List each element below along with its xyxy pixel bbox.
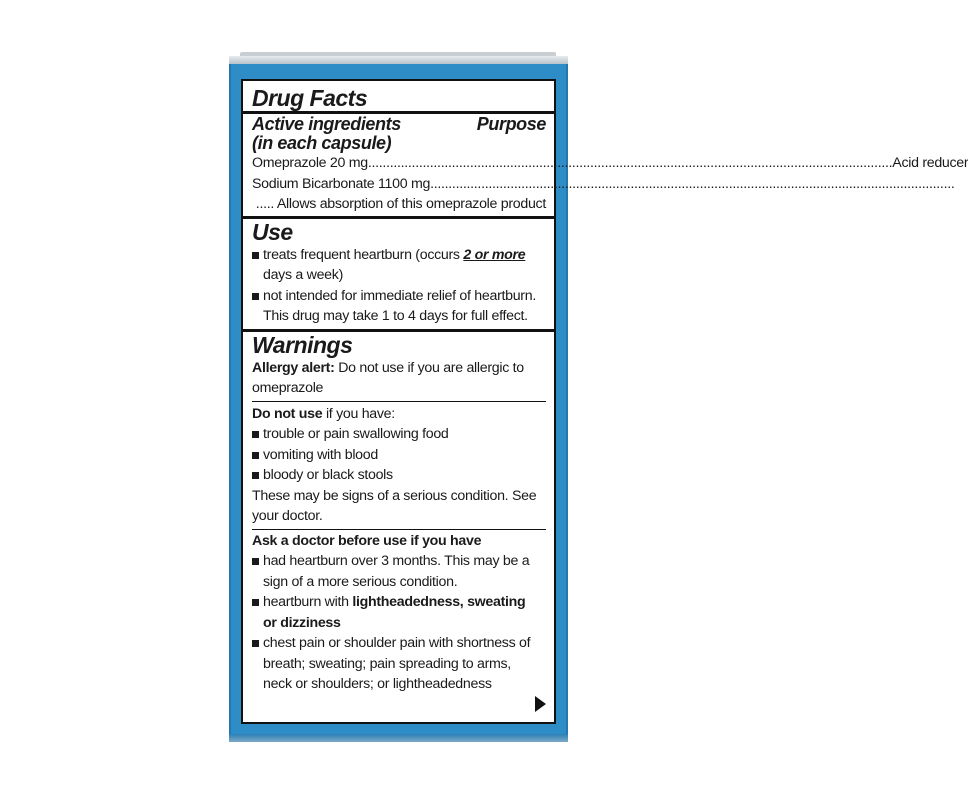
ingredient-row bbox=[252, 174, 955, 195]
allergy-alert: Allergy alert: Do not use if you are allergic to bbox=[252, 359, 524, 376]
bullet-icon bbox=[252, 252, 259, 259]
use-section bbox=[252, 219, 546, 327]
bullet-icon bbox=[252, 599, 259, 606]
ask-doctor: Ask a doctor before use if you have bbox=[252, 532, 482, 549]
active-ingredients-subheading: (in each capsule) bbox=[252, 133, 392, 153]
emphasis-text: 2 or more bbox=[463, 246, 526, 263]
list-item: had heartburn over 3 months. This may be a bbox=[252, 551, 546, 572]
list-item-continuation: days a week) bbox=[263, 267, 343, 283]
use-heading: Use bbox=[252, 218, 293, 245]
ingredient-row bbox=[252, 153, 968, 174]
drug-facts-title: Drug Facts bbox=[252, 85, 368, 111]
active-ingredients-section bbox=[252, 114, 968, 215]
list-item-continuation: This drug may take 1 to 4 days for full effect. bbox=[263, 308, 528, 324]
ingredient-purpose: Acid reducer bbox=[892, 155, 968, 171]
list-item: bloody or black stools bbox=[252, 465, 546, 486]
ingredient-purpose: ..... Allows absorption of this omeprazole product bbox=[255, 196, 546, 212]
list-item: vomiting with blood bbox=[252, 445, 546, 466]
divider bbox=[252, 529, 546, 530]
bullet-icon bbox=[252, 558, 259, 565]
warnings-section: Warnings Allergy alert: Do not use if you are allergic to omeprazole Do not use if you have: trouble or pain swallowing food vomiting with blood bloody or black stools These may be signs of a serious condition. See your doctor. Ask a doctor before use if you have had heartburn over 3 months. This may be a sign of a more serious condition. heartburn with lightheadedness, sweating or dizziness chest pain or shoulder pain with shortness of breath; sweating; pain spreading to arms, neck or shoulders; or lightheadedness bbox=[252, 332, 546, 695]
leader-dots: ................................................................................................................................................ bbox=[367, 155, 893, 171]
bullet-icon bbox=[252, 472, 259, 479]
drug-facts-panel bbox=[241, 79, 968, 724]
bullet-icon bbox=[252, 452, 259, 459]
bullet-icon bbox=[252, 293, 259, 300]
list-item: chest pain or shoulder pain with shortness of bbox=[252, 633, 546, 654]
ingredient-name: Sodium Bicarbonate 1100 mg bbox=[252, 175, 431, 192]
package-top-edge bbox=[229, 56, 568, 64]
leader-dots: ................................................................................................................................................ bbox=[430, 175, 955, 192]
bullet-icon bbox=[252, 640, 259, 647]
warnings-heading: Warnings bbox=[252, 331, 353, 358]
purpose-heading: Purpose bbox=[476, 114, 546, 134]
list-item: heartburn with lightheadedness, sweating bbox=[252, 592, 546, 613]
ingredient-name: Omeprazole 20 mg bbox=[252, 155, 368, 171]
continue-arrow-icon bbox=[535, 696, 546, 712]
bullet-icon bbox=[252, 431, 259, 438]
active-ingredients-heading: Active ingredients bbox=[252, 114, 401, 134]
package-bottom-edge bbox=[229, 734, 568, 742]
list-item: treats frequent heartburn (occurs 2 or more bbox=[252, 245, 546, 266]
do-not-use: Do not use if you have: bbox=[252, 405, 395, 422]
list-item: trouble or pain swallowing food bbox=[252, 424, 546, 445]
list-item: not intended for immediate relief of heartburn. bbox=[252, 286, 546, 307]
divider bbox=[252, 401, 546, 402]
